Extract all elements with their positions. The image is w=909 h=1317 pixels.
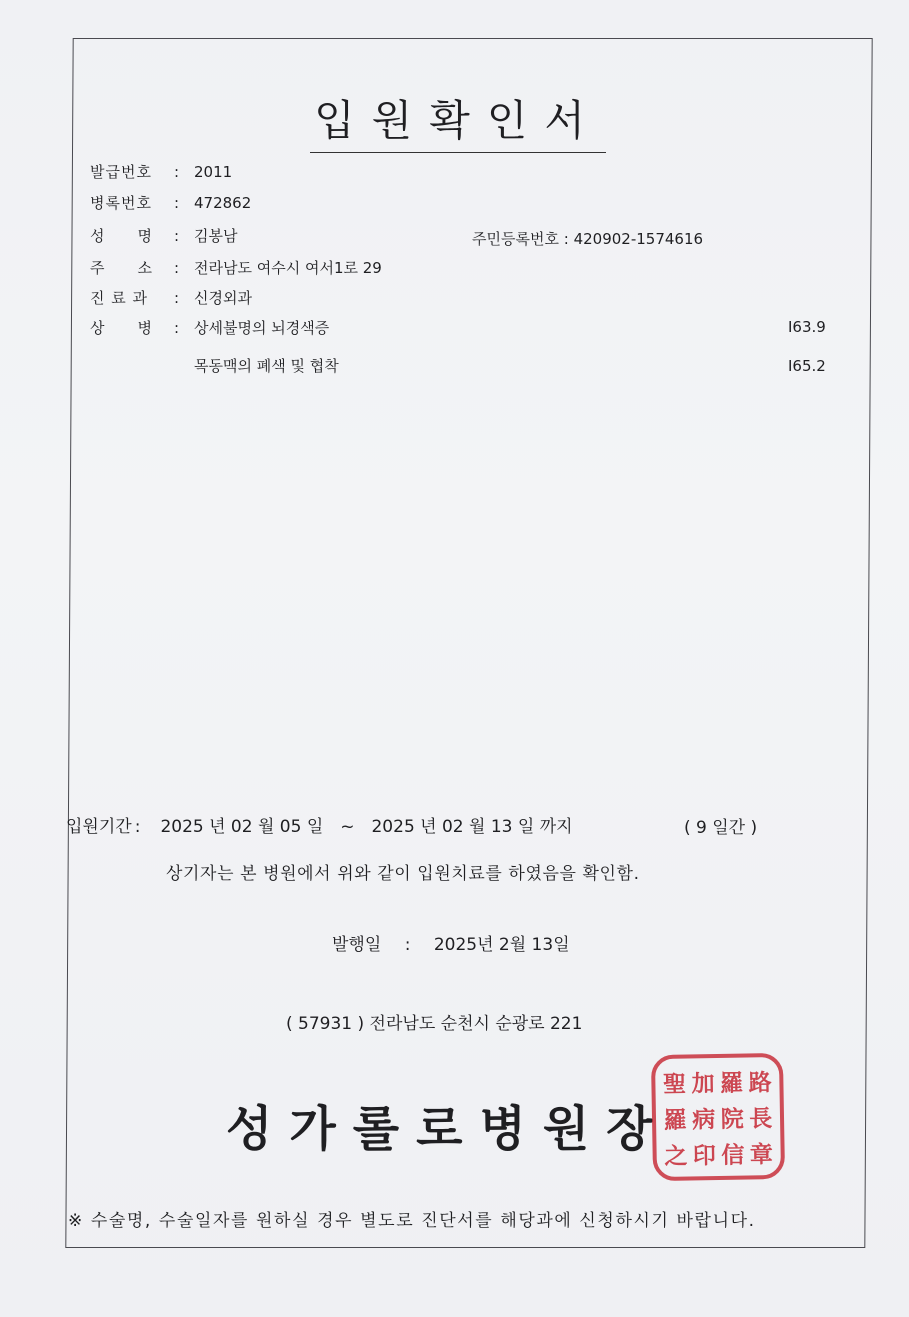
seal-glyph: 信 bbox=[721, 1141, 745, 1169]
seal-glyph: 院 bbox=[720, 1105, 745, 1133]
issue-date-value: 2025년 2월 13일 bbox=[433, 935, 570, 955]
address-value: 전라남도 여수시 여서1로 29 bbox=[194, 259, 382, 277]
seal-glyph: 印 bbox=[692, 1141, 717, 1169]
record-number-label: 병록번호 bbox=[90, 194, 152, 212]
hospital-seal-stamp bbox=[651, 1053, 785, 1181]
colon: : bbox=[174, 227, 180, 245]
diagnosis-row-2 bbox=[194, 355, 339, 376]
colon: : bbox=[134, 817, 141, 837]
issue-number-label: 발급번호 bbox=[90, 163, 152, 181]
diagnosis-name: 상세불명의 뇌경색증 bbox=[194, 319, 330, 337]
admission-dates: 2025 년 02 월 05 일 ~ 2025 년 02 월 13 일 까지 bbox=[160, 817, 573, 837]
seal-glyph: 長 bbox=[749, 1104, 773, 1132]
name-row bbox=[90, 225, 237, 246]
issue-date-row bbox=[332, 930, 570, 955]
resident-number-value: 420902-1574616 bbox=[573, 230, 704, 248]
department-value: 신경외과 bbox=[194, 289, 252, 307]
confirmation-statement: 상기자는 본 병원에서 위와 같이 입원치료를 하였음을 확인함. bbox=[166, 864, 640, 884]
colon: : bbox=[563, 230, 569, 248]
resident-number-row bbox=[472, 228, 703, 249]
colon: : bbox=[404, 935, 411, 955]
department-label: 진 료 과 bbox=[90, 289, 149, 307]
colon: : bbox=[174, 319, 180, 337]
record-number-value: 472862 bbox=[194, 194, 252, 212]
name-value: 김봉남 bbox=[194, 227, 238, 245]
address-row bbox=[90, 257, 382, 278]
document-title: 입원확인서 bbox=[310, 88, 606, 153]
issue-date-label: 발행일 bbox=[332, 935, 382, 955]
issue-number-value: 2011 bbox=[194, 163, 233, 181]
issue-number-row bbox=[90, 161, 232, 182]
diagnosis-name: 목동맥의 폐색 및 협착 bbox=[194, 357, 339, 375]
colon: : bbox=[174, 259, 180, 277]
admission-period-row bbox=[66, 812, 573, 837]
colon: : bbox=[174, 194, 180, 212]
seal-glyph: 羅 bbox=[719, 1069, 744, 1097]
footer-note: ※ 수술명, 수술일자를 원하실 경우 별도로 진단서를 해당과에 신청하시기 바랍니다. bbox=[68, 1211, 756, 1231]
diagnosis-label: 상 병 bbox=[90, 319, 153, 337]
diagnosis-row-1 bbox=[90, 317, 329, 338]
seal-glyph: 加 bbox=[691, 1069, 715, 1097]
colon: : bbox=[174, 163, 180, 181]
name-label: 성 명 bbox=[90, 227, 153, 245]
seal-glyph: 路 bbox=[748, 1068, 772, 1096]
admission-days: ( 9 일간 ) bbox=[684, 818, 758, 838]
seal-glyph: 之 bbox=[664, 1142, 688, 1170]
address-label: 주 소 bbox=[90, 259, 153, 277]
hospital-address: ( 57931 ) 전라남도 순천시 순광로 221 bbox=[286, 1014, 583, 1034]
seal-glyph: 病 bbox=[692, 1105, 716, 1133]
colon: : bbox=[174, 289, 180, 307]
seal-glyph: 章 bbox=[749, 1140, 774, 1168]
admission-label: 입원기간 bbox=[66, 817, 132, 837]
resident-number-label: 주민등록번호 bbox=[472, 230, 559, 248]
department-row bbox=[90, 287, 252, 308]
hospital-name: 성가롤로병원장 bbox=[226, 1101, 670, 1157]
diagnosis-code: I65.2 bbox=[788, 357, 826, 375]
seal-glyph: 羅 bbox=[663, 1106, 688, 1134]
record-number-row bbox=[90, 192, 251, 213]
diagnosis-code: I63.9 bbox=[788, 318, 826, 336]
seal-glyph: 聖 bbox=[662, 1070, 687, 1098]
